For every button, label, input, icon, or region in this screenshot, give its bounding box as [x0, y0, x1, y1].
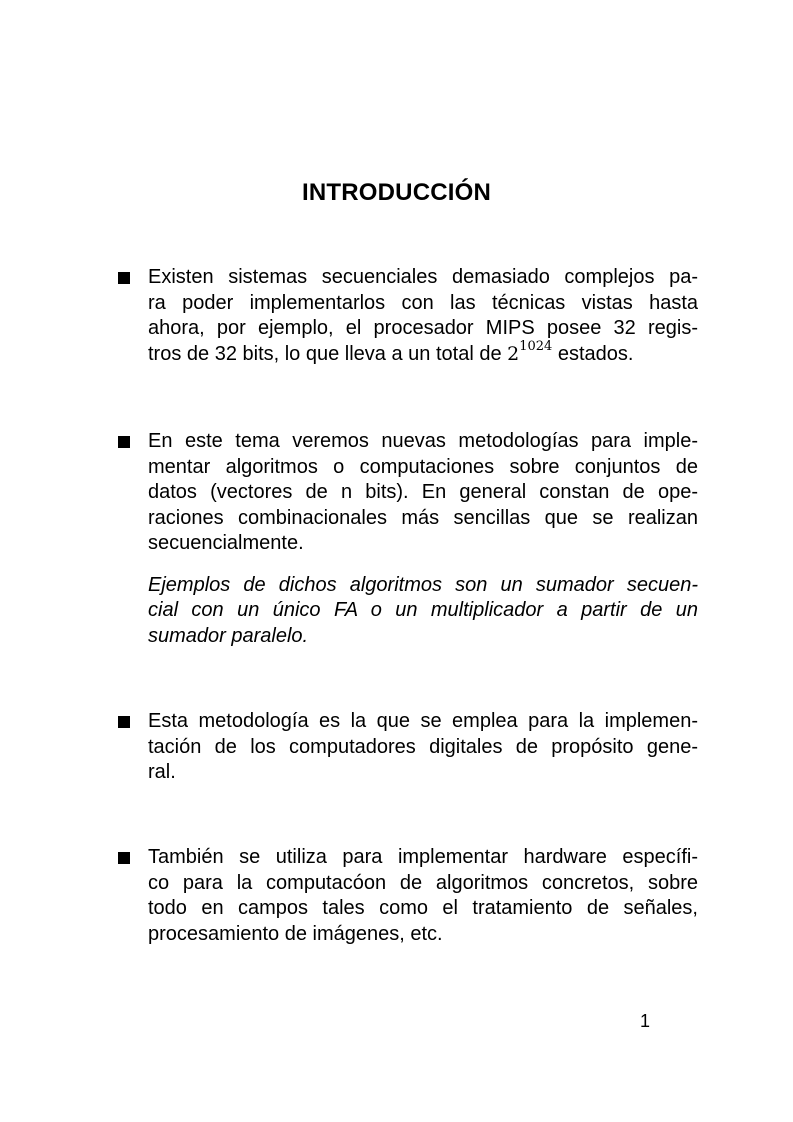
- text-line: Esta metodología es la que se emplea para la implemen-: [148, 710, 698, 732]
- text-fragment: tros de 32 bits, lo que lleva a un total de: [148, 342, 508, 365]
- bullet-item-2: [118, 429, 698, 649]
- bullet-item-4: [118, 845, 698, 947]
- text-line: raciones combinacionales más sencillas que se realizan: [148, 506, 698, 529]
- paragraph: [148, 845, 698, 947]
- math-exponent: 1024: [519, 338, 553, 354]
- paragraph: [148, 429, 698, 557]
- page-number: 1: [640, 1011, 651, 1031]
- text-line: datos (vectores de n bits). En general constan de ope-: [148, 481, 698, 503]
- bullet-body: [148, 845, 698, 947]
- text-line: todo en campos tales como el tratamiento de señales,: [148, 897, 698, 919]
- text-line: Existen sistemas secuenciales demasiado complejos pa-: [148, 266, 698, 288]
- bullet-body: [148, 429, 698, 649]
- text-line: ral.: [148, 761, 176, 783]
- bullet-item-3: [118, 709, 698, 786]
- paragraph: [148, 709, 698, 786]
- math-base: 2: [507, 342, 520, 365]
- text-fragment: estados.: [552, 342, 634, 365]
- text-line: secuencialmente.: [148, 532, 304, 554]
- bullet-body: [148, 265, 698, 367]
- bullet-item-1: [118, 265, 698, 367]
- square-bullet-icon: [118, 436, 130, 448]
- text-line: procesamiento de imágenes, etc.: [148, 922, 443, 945]
- square-bullet-icon: [118, 716, 130, 728]
- text-line: Ejemplos de dichos algoritmos son un sumador secuen-: [148, 573, 698, 596]
- text-line: ra poder implementarlos con las técnicas vistas hasta: [148, 291, 698, 314]
- example-note: [148, 573, 698, 650]
- square-bullet-icon: [118, 852, 130, 864]
- text-line: co para la computacóon de algoritmos concretos, sobre: [148, 871, 698, 894]
- paragraph: [148, 265, 698, 367]
- bullet-body: [148, 709, 698, 786]
- text-line: ahora, por ejemplo, el procesador MIPS posee 32 regis-: [148, 317, 698, 339]
- square-bullet-icon: [118, 272, 130, 284]
- page-title: INTRODUCCIÓN: [301, 179, 492, 206]
- text-line: [148, 338, 698, 368]
- text-line: mentar algoritmos o computaciones sobre conjuntos de: [148, 455, 698, 478]
- text-line: También se utiliza para implementar hardware específi-: [148, 846, 698, 868]
- text-line: tación de los computadores digitales de propósito gene-: [148, 735, 698, 758]
- text-line: sumador paralelo.: [148, 624, 309, 647]
- text-line: cial con un único FA o un multiplicador a partir de un: [148, 599, 698, 621]
- text-line: En este tema veremos nuevas metodologías para imple-: [148, 430, 698, 452]
